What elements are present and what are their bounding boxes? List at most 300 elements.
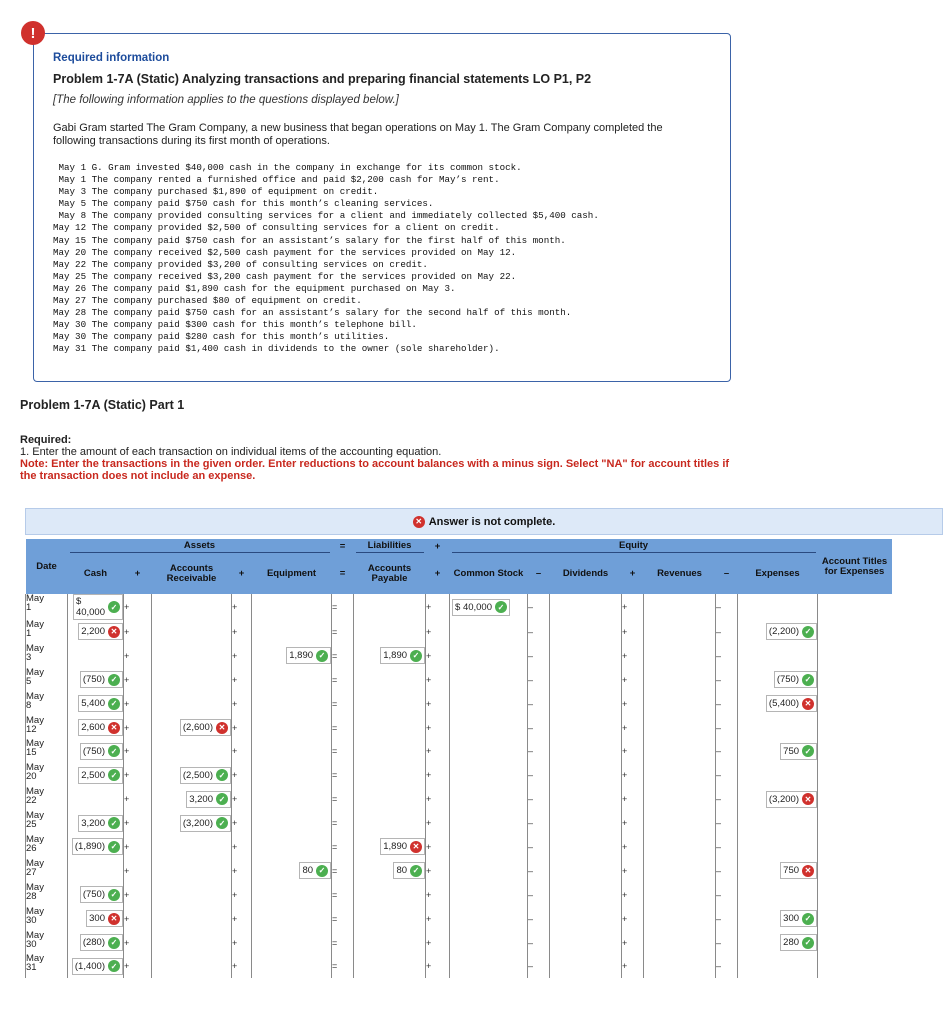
value-box[interactable]	[180, 815, 231, 832]
row-date: May 31	[26, 954, 68, 978]
accounts-payable-input[interactable]	[354, 739, 426, 763]
cash-input[interactable]	[68, 668, 124, 692]
equipment-input[interactable]	[252, 787, 332, 811]
dividends-input[interactable]	[550, 668, 622, 692]
accounts-receivable-input[interactable]	[152, 811, 232, 835]
accounts-receivable-input[interactable]	[152, 668, 232, 692]
value-box[interactable]	[80, 671, 123, 688]
cash-input[interactable]	[68, 787, 124, 811]
operator-sign: +	[232, 716, 252, 740]
account-title-select[interactable]	[818, 811, 892, 835]
operator-sign: –	[716, 739, 738, 763]
expenses-input[interactable]	[738, 644, 818, 668]
account-title-select[interactable]	[818, 594, 892, 620]
check-circle-icon: ✓	[108, 889, 120, 901]
common-stock-input[interactable]	[450, 835, 528, 859]
dividends-input[interactable]	[550, 931, 622, 955]
value-box[interactable]	[299, 862, 331, 879]
alert-icon: !	[21, 21, 45, 45]
account-title-select[interactable]	[818, 763, 892, 787]
revenues-input[interactable]	[644, 859, 716, 883]
operator-sign: +	[622, 859, 644, 883]
transaction-line: May 1 G. Gram invested $40,000 cash in the company in exchange for its common stock.	[53, 162, 522, 173]
accounts-payable-input[interactable]	[354, 644, 426, 668]
cash-input[interactable]	[68, 835, 124, 859]
operator-sign: +	[124, 716, 152, 740]
header-accounts-payable: Accounts Payable	[354, 554, 426, 594]
cash-input[interactable]	[68, 883, 124, 907]
operator-sign: –	[528, 620, 550, 644]
common-stock-input[interactable]	[450, 716, 528, 740]
expenses-input[interactable]	[738, 716, 818, 740]
dividends-input[interactable]	[550, 907, 622, 931]
cell-value: (750)	[82, 889, 105, 901]
accounts-receivable-input[interactable]	[152, 620, 232, 644]
value-box[interactable]	[86, 910, 123, 927]
accounts-payable-input[interactable]	[354, 787, 426, 811]
operator-sign: +	[232, 859, 252, 883]
operator-sign: =	[332, 644, 354, 668]
common-stock-input[interactable]	[450, 883, 528, 907]
equipment-input[interactable]	[252, 668, 332, 692]
operator-sign: +	[622, 954, 644, 978]
accounts-receivable-input[interactable]	[152, 954, 232, 978]
expenses-input[interactable]	[738, 787, 818, 811]
value-box[interactable]	[80, 743, 123, 760]
account-title-select[interactable]	[818, 954, 892, 978]
value-box[interactable]	[780, 934, 817, 951]
revenues-input[interactable]	[644, 692, 716, 716]
accounts-receivable-input[interactable]	[152, 931, 232, 955]
operator-sign: –	[528, 954, 550, 978]
account-title-select[interactable]	[818, 787, 892, 811]
equipment-input[interactable]	[252, 883, 332, 907]
dividends-input[interactable]	[550, 644, 622, 668]
expenses-input[interactable]	[738, 907, 818, 931]
equipment-input[interactable]	[252, 859, 332, 883]
check-circle-icon: ✓	[316, 865, 328, 877]
account-title-select[interactable]	[818, 692, 892, 716]
common-stock-input[interactable]	[450, 644, 528, 668]
required-information-heading: Required information	[53, 52, 170, 64]
accounts-receivable-input[interactable]	[152, 644, 232, 668]
header-equipment: Equipment	[252, 554, 332, 594]
accounts-payable-input[interactable]	[354, 931, 426, 955]
account-title-select[interactable]	[818, 907, 892, 931]
operator-sign: –	[716, 668, 738, 692]
account-title-select[interactable]	[818, 620, 892, 644]
revenues-input[interactable]	[644, 931, 716, 955]
operator-sign: –	[716, 644, 738, 668]
cell-value: 300	[89, 913, 105, 925]
operator-sign: +	[124, 763, 152, 787]
revenues-input[interactable]	[644, 716, 716, 740]
operator-sign: +	[124, 668, 152, 692]
accounts-receivable-input[interactable]	[152, 883, 232, 907]
common-stock-input[interactable]	[450, 739, 528, 763]
accounts-payable-input[interactable]	[354, 811, 426, 835]
value-box[interactable]	[380, 838, 425, 855]
row-date: May 5	[26, 668, 68, 692]
header-equals: =	[332, 539, 354, 554]
value-box[interactable]	[452, 599, 510, 616]
value-box[interactable]	[780, 862, 817, 879]
account-title-select[interactable]	[818, 883, 892, 907]
revenues-input[interactable]	[644, 620, 716, 644]
dividends-input[interactable]	[550, 835, 622, 859]
operator-sign: +	[622, 620, 644, 644]
check-circle-icon: ✓	[108, 769, 120, 781]
revenues-input[interactable]	[644, 668, 716, 692]
header-liabilities: Liabilities	[354, 539, 426, 554]
cash-input[interactable]	[68, 692, 124, 716]
account-title-select[interactable]	[818, 931, 892, 955]
value-box[interactable]	[780, 910, 817, 927]
common-stock-input[interactable]	[450, 787, 528, 811]
value-box[interactable]	[78, 719, 123, 736]
revenues-input[interactable]	[644, 907, 716, 931]
revenues-input[interactable]	[644, 594, 716, 620]
cash-input[interactable]	[68, 620, 124, 644]
operator-sign: +	[622, 931, 644, 955]
value-box[interactable]	[72, 958, 123, 975]
operator-sign: +	[622, 835, 644, 859]
account-title-select[interactable]	[818, 835, 892, 859]
header-dividends: Dividends	[550, 554, 622, 594]
account-title-select[interactable]	[818, 739, 892, 763]
table-row	[26, 763, 892, 787]
revenues-input[interactable]	[644, 787, 716, 811]
value-box[interactable]	[766, 791, 817, 808]
expenses-input[interactable]	[738, 763, 818, 787]
value-box[interactable]	[78, 767, 123, 784]
dividends-input[interactable]	[550, 859, 622, 883]
cash-input[interactable]	[68, 859, 124, 883]
cash-input[interactable]	[68, 739, 124, 763]
value-box[interactable]	[780, 743, 817, 760]
value-box[interactable]	[73, 594, 123, 620]
common-stock-input[interactable]	[450, 594, 528, 620]
x-circle-icon: ✕	[802, 793, 814, 805]
equipment-input[interactable]	[252, 739, 332, 763]
cash-input[interactable]	[68, 644, 124, 668]
revenues-input[interactable]	[644, 883, 716, 907]
dividends-input[interactable]	[550, 811, 622, 835]
check-circle-icon: ✓	[108, 960, 120, 972]
account-title-select[interactable]	[818, 859, 892, 883]
cell-value: 2,600	[81, 722, 105, 733]
operator-sign: +	[124, 620, 152, 644]
revenues-input[interactable]	[644, 739, 716, 763]
operator-sign: –	[528, 931, 550, 955]
operator-sign: –	[716, 692, 738, 716]
row-date: May 22	[26, 787, 68, 811]
accounts-receivable-input[interactable]	[152, 835, 232, 859]
cash-input[interactable]	[68, 716, 124, 740]
expenses-input[interactable]	[738, 739, 818, 763]
accounts-receivable-input[interactable]	[152, 716, 232, 740]
dividends-input[interactable]	[550, 739, 622, 763]
required-information-box	[33, 33, 731, 382]
value-box[interactable]	[393, 862, 425, 879]
operator-sign: +	[426, 835, 450, 859]
header-date: Date	[26, 539, 68, 594]
dividends-input[interactable]	[550, 692, 622, 716]
dividends-input[interactable]	[550, 594, 622, 620]
transaction-line: May 26 The company paid $1,890 cash for the equipment purchased on May 3.	[53, 282, 456, 294]
check-circle-icon: ✓	[802, 913, 814, 925]
operator-sign: +	[622, 644, 644, 668]
operator-sign: +	[622, 811, 644, 835]
header-common-stock: Common Stock	[450, 554, 528, 594]
operator-sign: +	[232, 668, 252, 692]
check-circle-icon: ✓	[108, 841, 120, 853]
equipment-input[interactable]	[252, 907, 332, 931]
operator-sign: +	[232, 644, 252, 668]
table-row	[26, 931, 892, 955]
common-stock-input[interactable]	[450, 907, 528, 931]
dividends-input[interactable]	[550, 716, 622, 740]
value-box[interactable]	[80, 886, 123, 903]
check-circle-icon: ✓	[802, 674, 814, 686]
cash-input[interactable]	[68, 954, 124, 978]
revenues-input[interactable]	[644, 763, 716, 787]
expenses-input[interactable]	[738, 954, 818, 978]
cell-value: (5,400)	[768, 698, 800, 710]
value-box[interactable]	[186, 791, 231, 808]
accounts-payable-input[interactable]	[354, 763, 426, 787]
check-circle-icon: ✓	[802, 937, 814, 949]
cell-value: (2,500)	[182, 769, 213, 781]
cell-value: $ 40,000	[75, 596, 105, 618]
value-box[interactable]	[180, 767, 231, 784]
accounts-payable-input[interactable]	[354, 859, 426, 883]
cell-value: (3,200)	[768, 793, 800, 805]
expenses-input[interactable]	[738, 835, 818, 859]
transaction-line: May 1 The company rented a furnished office and paid $2,200 cash for May’s rent.	[53, 174, 500, 186]
transaction-line: May 12 The company provided $2,500 of consulting services for a client on credit.	[53, 222, 500, 234]
accounts-payable-input[interactable]	[354, 594, 426, 620]
cell-value: 1,890	[383, 650, 408, 662]
common-stock-input[interactable]	[450, 931, 528, 955]
cell-value: 1,890	[383, 841, 408, 853]
operator-sign: +	[232, 883, 252, 907]
operator-sign: =	[332, 787, 354, 811]
expenses-input[interactable]	[738, 620, 818, 644]
required-text: 1. Enter the amount of each transaction on individual items of the accounting equation.	[20, 446, 442, 458]
accounts-receivable-input[interactable]	[152, 692, 232, 716]
header-cash: Cash	[68, 554, 124, 594]
header-equity: Equity	[450, 539, 818, 554]
accounting-equation-table-wrap	[25, 539, 943, 974]
equipment-input[interactable]	[252, 763, 332, 787]
operator-sign: +	[124, 692, 152, 716]
operator-sign: =	[332, 620, 354, 644]
operator-sign: =	[332, 883, 354, 907]
cash-input[interactable]	[68, 811, 124, 835]
table-row	[26, 907, 892, 931]
expenses-input[interactable]	[738, 692, 818, 716]
accounts-payable-input[interactable]	[354, 668, 426, 692]
operator-sign: +	[426, 594, 450, 620]
operator-sign: +	[124, 907, 152, 931]
cash-input[interactable]	[68, 594, 124, 620]
common-stock-input[interactable]	[450, 692, 528, 716]
value-box[interactable]	[766, 623, 817, 640]
operator-sign: +	[124, 811, 152, 835]
expenses-input[interactable]	[738, 594, 818, 620]
equipment-input[interactable]	[252, 594, 332, 620]
dividends-input[interactable]	[550, 883, 622, 907]
cash-input[interactable]	[68, 763, 124, 787]
accounts-receivable-input[interactable]	[152, 763, 232, 787]
common-stock-input[interactable]	[450, 668, 528, 692]
value-box[interactable]	[774, 671, 817, 688]
row-date: May 26	[26, 835, 68, 859]
value-box[interactable]	[286, 647, 331, 664]
expenses-input[interactable]	[738, 859, 818, 883]
common-stock-input[interactable]	[450, 763, 528, 787]
header-op: +	[124, 554, 152, 594]
equipment-input[interactable]	[252, 692, 332, 716]
revenues-input[interactable]	[644, 811, 716, 835]
accounts-payable-input[interactable]	[354, 835, 426, 859]
accounting-equation-table	[25, 539, 892, 978]
transaction-line: May 30 The company paid $280 cash for this month’s utilities.	[53, 331, 390, 343]
account-title-select[interactable]	[818, 716, 892, 740]
accounts-payable-input[interactable]	[354, 954, 426, 978]
equipment-input[interactable]	[252, 835, 332, 859]
equipment-input[interactable]	[252, 644, 332, 668]
check-circle-icon: ✓	[216, 769, 228, 781]
operator-sign: +	[124, 883, 152, 907]
value-box[interactable]	[180, 719, 231, 736]
header-op: –	[528, 554, 550, 594]
value-box[interactable]	[80, 934, 123, 951]
cell-value: 80	[396, 865, 408, 877]
answer-status-banner	[25, 508, 943, 535]
revenues-input[interactable]	[644, 954, 716, 978]
operator-sign: +	[426, 787, 450, 811]
row-date: May 1	[26, 594, 68, 620]
common-stock-input[interactable]	[450, 620, 528, 644]
operator-sign: –	[528, 763, 550, 787]
operator-sign: +	[232, 594, 252, 620]
x-circle-icon: ✕	[108, 626, 120, 638]
revenues-input[interactable]	[644, 835, 716, 859]
equipment-input[interactable]	[252, 811, 332, 835]
accounts-payable-input[interactable]	[354, 883, 426, 907]
value-box[interactable]	[766, 695, 817, 712]
table-row	[26, 668, 892, 692]
expenses-input[interactable]	[738, 811, 818, 835]
header-op: +	[622, 554, 644, 594]
value-box[interactable]	[78, 695, 123, 712]
accounts-receivable-input[interactable]	[152, 787, 232, 811]
accounts-receivable-input[interactable]	[152, 739, 232, 763]
operator-sign: =	[332, 668, 354, 692]
check-circle-icon: ✓	[410, 865, 422, 877]
accounts-payable-input[interactable]	[354, 620, 426, 644]
accounts-payable-input[interactable]	[354, 692, 426, 716]
operator-sign: +	[622, 907, 644, 931]
row-date: May 12	[26, 716, 68, 740]
equipment-input[interactable]	[252, 931, 332, 955]
row-date: May 30	[26, 907, 68, 931]
transaction-line: May 8 The company provided consulting services for a client and immediately collected $5,400 cash.	[53, 210, 599, 222]
cell-value: (750)	[82, 674, 105, 686]
common-stock-input[interactable]	[450, 954, 528, 978]
check-circle-icon: ✓	[495, 601, 507, 613]
value-box[interactable]	[380, 647, 425, 664]
common-stock-input[interactable]	[450, 811, 528, 835]
cash-input[interactable]	[68, 931, 124, 955]
accounts-receivable-input[interactable]	[152, 594, 232, 620]
revenues-input[interactable]	[644, 644, 716, 668]
equipment-input[interactable]	[252, 716, 332, 740]
table-row	[26, 594, 892, 620]
accounts-payable-input[interactable]	[354, 907, 426, 931]
operator-sign: =	[332, 594, 354, 620]
account-title-select[interactable]	[818, 644, 892, 668]
operator-sign: –	[716, 620, 738, 644]
dividends-input[interactable]	[550, 763, 622, 787]
accounts-payable-input[interactable]	[354, 716, 426, 740]
cash-input[interactable]	[68, 907, 124, 931]
expenses-input[interactable]	[738, 668, 818, 692]
cell-value: (280)	[82, 937, 105, 949]
table-row	[26, 787, 892, 811]
operator-sign: +	[426, 883, 450, 907]
row-date: May 3	[26, 644, 68, 668]
value-box[interactable]	[78, 815, 123, 832]
dividends-input[interactable]	[550, 954, 622, 978]
operator-sign: =	[332, 931, 354, 955]
equipment-input[interactable]	[252, 954, 332, 978]
account-title-select[interactable]	[818, 668, 892, 692]
accounts-receivable-input[interactable]	[152, 859, 232, 883]
value-box[interactable]	[78, 623, 123, 640]
operator-sign: –	[716, 594, 738, 620]
expenses-input[interactable]	[738, 931, 818, 955]
common-stock-input[interactable]	[450, 859, 528, 883]
operator-sign: –	[528, 883, 550, 907]
cell-value: $ 40,000	[455, 601, 492, 613]
operator-sign: +	[232, 763, 252, 787]
expenses-input[interactable]	[738, 883, 818, 907]
table-row	[26, 835, 892, 859]
transaction-line: May 27 The company purchased $80 of equipment on credit.	[53, 295, 362, 307]
transaction-list	[53, 162, 712, 356]
row-date: May 27	[26, 859, 68, 883]
dividends-input[interactable]	[550, 787, 622, 811]
operator-sign: –	[528, 716, 550, 740]
check-circle-icon: ✓	[216, 817, 228, 829]
accounts-receivable-input[interactable]	[152, 907, 232, 931]
value-box[interactable]	[72, 838, 123, 855]
row-date: May 30	[26, 931, 68, 955]
operator-sign: +	[232, 787, 252, 811]
dividends-input[interactable]	[550, 620, 622, 644]
part-title: Problem 1-7A (Static) Part 1	[20, 398, 185, 412]
x-circle-icon: ✕	[413, 516, 425, 528]
cell-value: 3,200	[81, 817, 105, 829]
operator-sign: +	[426, 931, 450, 955]
transaction-line: May 22 The company provided $3,200 of consulting services on credit.	[53, 258, 428, 270]
header-assets: Assets	[68, 539, 332, 554]
equipment-input[interactable]	[252, 620, 332, 644]
cell-value: 5,400	[81, 698, 105, 710]
